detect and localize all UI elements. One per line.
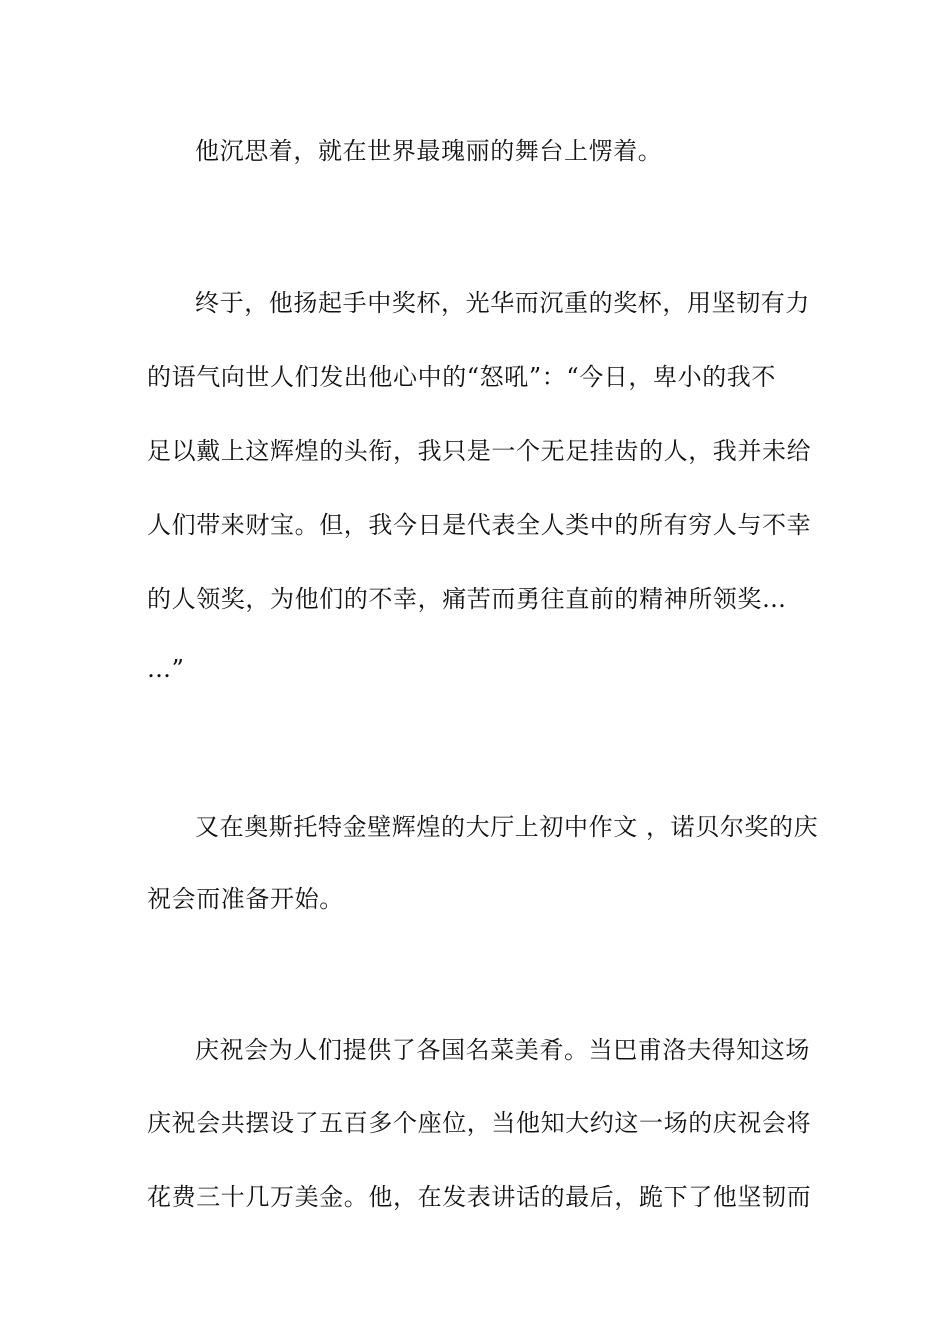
paragraph-3-line-2: 祝会而准备开始。 <box>147 885 344 913</box>
paragraph-4-line-3: 花费三十几万美金。他，在发表讲话的最后，跪下了他坚韧而 <box>147 1183 812 1211</box>
paragraph-2-line-1: 终于，他扬起手中奖杯，光华而沉重的奖杯，用坚韧有力 <box>195 289 810 317</box>
paragraph-2-line-6: …” <box>147 655 185 683</box>
paragraph-2-line-4: 人们带来财宝。但，我今日是代表全人类中的所有穷人与不幸 <box>147 511 812 539</box>
paragraph-1-line-1: 他沉思着，就在世界最瑰丽的舞台上愣着。 <box>195 137 663 165</box>
paragraph-2-line-2: 的语气向世人们发出他心中的“怒吼”：“今日，卑小的我不 <box>147 363 777 391</box>
paragraph-2-line-5: 的人领奖，为他们的不幸，痛苦而勇往直前的精神所领奖… <box>147 585 787 613</box>
paragraph-3-line-1: 又在奥斯托特金壁辉煌的大厅上初中作文 ，诺贝尔奖的庆 <box>195 813 819 841</box>
paragraph-2-line-3: 足以戴上这辉煌的头衔，我只是一个无足挂齿的人，我并未给 <box>147 437 812 465</box>
paragraph-4-line-2: 庆祝会共摆设了五百多个座位，当他知大约这一场的庆祝会将 <box>147 1109 812 1137</box>
paragraph-4-line-1: 庆祝会为人们提供了各国名菜美肴。当巴甫洛夫得知这场 <box>195 1036 810 1064</box>
